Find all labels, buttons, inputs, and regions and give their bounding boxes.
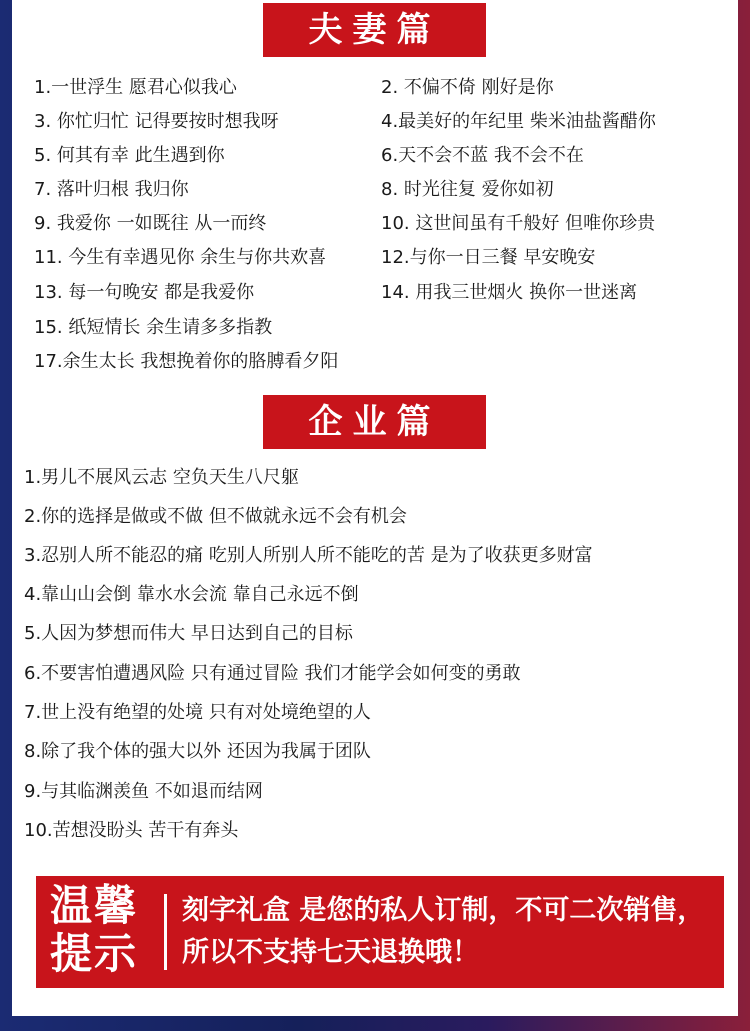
business-item: 8.除了我个体的强大以外 还因为我属于团队 xyxy=(24,741,371,762)
couple-item: 9. 我爱你 一如既往 从一而终 xyxy=(34,213,267,234)
couple-item: 4.最美好的年纪里 柴米油盐酱醋你 xyxy=(381,111,656,132)
couple-item: 2. 不偏不倚 刚好是你 xyxy=(381,77,554,98)
business-item: 4.靠山山会倒 靠水水会流 靠自己永远不倒 xyxy=(24,584,359,605)
section-title-business: 企业篇 xyxy=(263,395,486,449)
business-item: 1.男儿不展风云志 空负天生八尺躯 xyxy=(24,467,299,488)
couple-item: 5. 何其有幸 此生遇到你 xyxy=(34,145,225,166)
couple-item: 1.一世浮生 愿君心似我心 xyxy=(34,77,237,98)
business-item: 5.人因为梦想而伟大 早日达到自己的目标 xyxy=(24,623,353,644)
business-item: 9.与其临渊羡鱼 不如退而结网 xyxy=(24,781,263,802)
couple-item: 3. 你忙归忙 记得要按时想我呀 xyxy=(34,111,279,132)
couple-item: 10. 这世间虽有千般好 但唯你珍贵 xyxy=(381,213,656,234)
section-title-couple: 夫妻篇 xyxy=(263,3,486,57)
couple-item: 6.天不会不蓝 我不会不在 xyxy=(381,145,584,166)
business-item: 2.你的选择是做或不做 但不做就永远不会有机会 xyxy=(24,506,407,527)
couple-item: 12.与你一日三餐 早安晚安 xyxy=(381,247,596,268)
business-item: 7.世上没有绝望的处境 只有对处境绝望的人 xyxy=(24,702,371,723)
couple-item: 7. 落叶归根 我归你 xyxy=(34,179,189,200)
couple-item: 17.余生太长 我想挽着你的胳膊看夕阳 xyxy=(34,351,339,372)
business-item: 6.不要害怕遭遇风险 只有通过冒险 我们才能学会如何变的勇敢 xyxy=(24,663,521,684)
notice-title: 温馨提示 xyxy=(50,881,139,978)
couple-item: 13. 每一句晚安 都是我爱你 xyxy=(34,282,255,303)
notice-text: 刻字礼盒 是您的私人订制，不可二次销售，所以不支持七天退换哦！ xyxy=(182,895,705,968)
couple-item: 15. 纸短情长 余生请多多指教 xyxy=(34,317,273,338)
notice-box xyxy=(36,876,724,988)
couple-item: 8. 时光往复 爱你如初 xyxy=(381,179,554,200)
couple-item: 14. 用我三世烟火 换你一世迷离 xyxy=(381,282,638,303)
business-item: 3.忍别人所不能忍的痛 吃别人所别人所不能吃的苦 是为了收获更多财富 xyxy=(24,545,593,566)
couple-item: 11. 今生有幸遇见你 余生与你共欢喜 xyxy=(34,247,327,268)
business-item: 10.苦想没盼头 苦干有奔头 xyxy=(24,820,239,841)
notice-divider xyxy=(164,894,167,970)
